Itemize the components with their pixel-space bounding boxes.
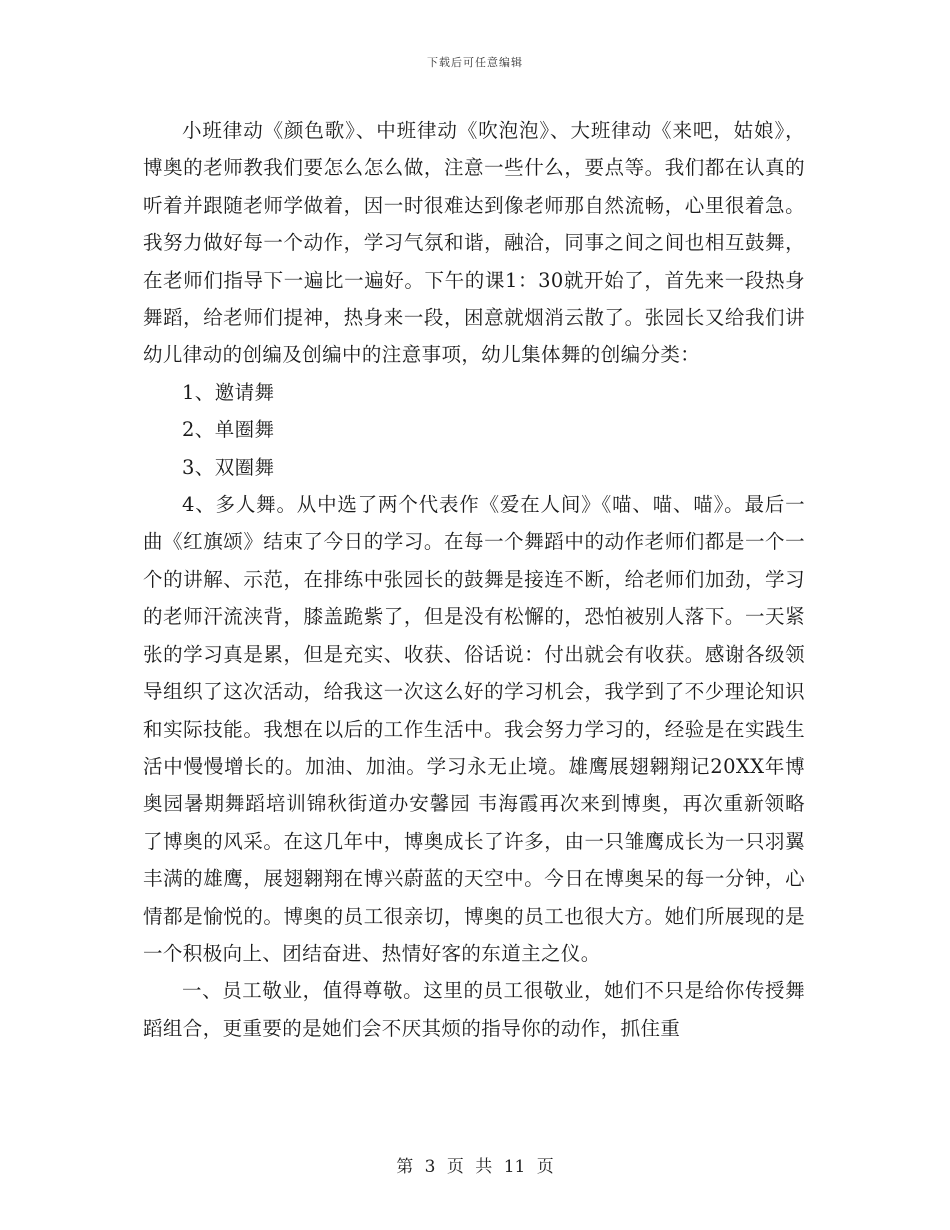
list-item: 3、双圈舞: [182, 455, 275, 479]
document-body: [143, 112, 805, 1047]
body-paragraph: 一、员工敬业，值得尊敬。这里的员工很敬业，她们不只是给你传授舞蹈组合，更重要的是她们会不厌其烦的指导你的动作，抓住重: [143, 979, 805, 1040]
body-paragraph: 小班律动《颜色歌》、中班律动《吹泡泡》、大班律动《来吧，姑娘》，博奥的老师教我们要怎么怎么做，注意一些什么，要点等。我们都在认真的听着并跟随老师学做着，因一时很难达到像老师那自然流畅，心里很着急。我努力做好每一个动作，学习气氛和谐，融洽，同事之间之间也相互鼓舞，在老师们指导下一遍比一遍好。下午的课1：30就开始了，首先来一段热身舞蹈，给老师们提神，热身来一段，困意就烟消云散了。张园长又给我们讲幼儿律动的创编及创编中的注意事项，幼儿集体舞的创编分类：: [143, 119, 805, 367]
page-footer: 第 3 页 共 11 页: [396, 1157, 554, 1177]
page-header: 下载后可任意编辑: [427, 56, 523, 69]
list-item: 2、单圈舞: [182, 418, 275, 442]
list-item: 1、邀请舞: [182, 380, 275, 404]
body-paragraph: 4、多人舞。从中选了两个代表作《爱在人间》《喵、喵、喵》。最后一曲《红旗颂》结束了今日的学习。在每一个舞蹈中的动作老师们都是一个一个的讲解、示范，在排练中张园长的鼓舞是接连不断，给老师们加劲，学习的老师汗流浃背，膝盖跪紫了，但是没有松懈的，恐怕被别人落下。一天紧张的学习真是累，但是充实、收获、俗话说：付出就会有收获。感谢各级领导组织了这次活动，给我这一次这么好的学习机会，我学到了不少理论知识和实际技能。我想在以后的工作生活中。我会努力学习的，经验是在实践生活中慢慢增长的。加油、加油。学习永无止境。雄鹰展翅翱翔记20XX年博奥园暑期舞蹈培训锦秋街道办安馨园 韦海霞再次来到博奥，再次重新领略了博奥的风采。在这几年中，博奥成长了许多，由一只雏鹰成长为一只羽翼丰满的雄鹰，展翅翱翔在博兴蔚蓝的天空中。今日在博奥呆的每一分钟，心情都是愉悦的。博奥的员工很亲切，博奥的员工也很大方。她们所展现的是一个积极向上、团结奋进、热情好客的东道主之仪。: [143, 493, 805, 965]
